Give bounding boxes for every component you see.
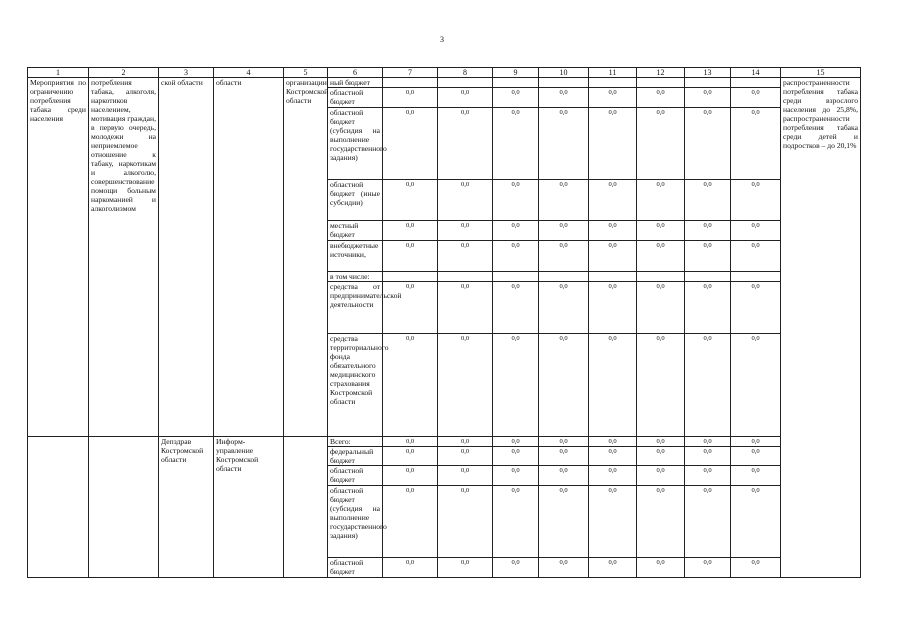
value-cell: 0,0 bbox=[438, 558, 493, 578]
value-cell bbox=[589, 78, 637, 88]
value-cell: 0,0 bbox=[539, 180, 589, 221]
funding-source-label: средства от предпринимательской деятельности bbox=[328, 282, 383, 334]
value-cell: 0,0 bbox=[383, 108, 438, 180]
column-header-2: 2 bbox=[89, 68, 159, 78]
value-cell: 0,0 bbox=[731, 180, 781, 221]
value-cell bbox=[731, 78, 781, 88]
value-cell: 0,0 bbox=[637, 180, 685, 221]
value-cell: 0,0 bbox=[685, 282, 731, 334]
value-cell: 0,0 bbox=[383, 282, 438, 334]
value-cell bbox=[493, 78, 539, 88]
column-header-6: 6 bbox=[328, 68, 383, 78]
value-cell: 0,0 bbox=[493, 558, 539, 578]
value-cell: 0,0 bbox=[383, 437, 438, 447]
value-cell: 0,0 bbox=[589, 282, 637, 334]
value-cell: 0,0 bbox=[685, 180, 731, 221]
column-header-13: 13 bbox=[685, 68, 731, 78]
value-cell: 0,0 bbox=[438, 466, 493, 486]
value-cell: 0,0 bbox=[589, 241, 637, 272]
funding-source-label: в том числе: bbox=[328, 272, 383, 282]
value-cell: 0,0 bbox=[685, 558, 731, 578]
value-cell bbox=[539, 78, 589, 88]
funding-source-label: ный бюджет bbox=[328, 78, 383, 88]
value-cell: 0,0 bbox=[383, 447, 438, 466]
value-cell: 0,0 bbox=[685, 108, 731, 180]
value-cell: 0,0 bbox=[383, 334, 438, 437]
value-cell: 0,0 bbox=[637, 447, 685, 466]
value-cell: 0,0 bbox=[383, 88, 438, 108]
funding-source-label: внебюджетные источники, bbox=[328, 241, 383, 272]
value-cell: 0,0 bbox=[539, 241, 589, 272]
value-cell: 0,0 bbox=[493, 466, 539, 486]
column-header-11: 11 bbox=[589, 68, 637, 78]
value-cell: 0,0 bbox=[637, 437, 685, 447]
measure-name bbox=[28, 437, 89, 578]
value-cell: 0,0 bbox=[493, 334, 539, 437]
value-cell: 0,0 bbox=[493, 486, 539, 558]
value-cell: 0,0 bbox=[539, 334, 589, 437]
value-cell: 0,0 bbox=[731, 221, 781, 241]
value-cell bbox=[637, 78, 685, 88]
value-cell: 0,0 bbox=[383, 241, 438, 272]
value-cell: 0,0 bbox=[731, 108, 781, 180]
value-cell: 0,0 bbox=[731, 447, 781, 466]
value-cell: 0,0 bbox=[438, 447, 493, 466]
value-cell: 0,0 bbox=[589, 108, 637, 180]
value-cell: 0,0 bbox=[685, 334, 731, 437]
value-cell bbox=[539, 272, 589, 282]
value-cell: 0,0 bbox=[685, 486, 731, 558]
column-header-9: 9 bbox=[493, 68, 539, 78]
value-cell: 0,0 bbox=[539, 221, 589, 241]
value-cell: 0,0 bbox=[383, 180, 438, 221]
value-cell: 0,0 bbox=[731, 241, 781, 272]
value-cell: 0,0 bbox=[731, 486, 781, 558]
expected-result: распространенности потребления табака среди взрослого населения до 25,8%, распространенности потребления табака среди детей и подростков – до 20,1% bbox=[781, 78, 861, 578]
value-cell bbox=[589, 272, 637, 282]
funding-source-label: областной бюджет (иные субсидии) bbox=[328, 180, 383, 221]
value-cell bbox=[637, 272, 685, 282]
value-cell: 0,0 bbox=[685, 241, 731, 272]
value-cell bbox=[731, 272, 781, 282]
column-header-7: 7 bbox=[383, 68, 438, 78]
value-cell: 0,0 bbox=[685, 88, 731, 108]
value-cell: 0,0 bbox=[637, 558, 685, 578]
page-number: 3 bbox=[440, 35, 444, 44]
column-header-5: 5 bbox=[284, 68, 328, 78]
funding-source-label: Всего: bbox=[328, 437, 383, 447]
value-cell: 0,0 bbox=[685, 447, 731, 466]
value-cell: 0,0 bbox=[438, 180, 493, 221]
value-cell bbox=[383, 272, 438, 282]
value-cell bbox=[383, 78, 438, 88]
value-cell: 0,0 bbox=[589, 334, 637, 437]
value-cell bbox=[685, 272, 731, 282]
column-header-15: 15 bbox=[781, 68, 861, 78]
value-cell: 0,0 bbox=[637, 486, 685, 558]
value-cell: 0,0 bbox=[637, 466, 685, 486]
participant-cell bbox=[284, 437, 328, 578]
column-header-1: 1 bbox=[28, 68, 89, 78]
funding-source-label: областной бюджет (субсидия на выполнение государственного задания) bbox=[328, 486, 383, 558]
value-cell: 0,0 bbox=[637, 221, 685, 241]
column-header-14: 14 bbox=[731, 68, 781, 78]
value-cell: 0,0 bbox=[731, 282, 781, 334]
value-cell: 0,0 bbox=[731, 88, 781, 108]
value-cell bbox=[438, 78, 493, 88]
value-cell: 0,0 bbox=[493, 241, 539, 272]
value-cell: 0,0 bbox=[539, 437, 589, 447]
value-cell: 0,0 bbox=[539, 282, 589, 334]
value-cell: 0,0 bbox=[438, 334, 493, 437]
funding-source-label: областной бюджет bbox=[328, 88, 383, 108]
value-cell: 0,0 bbox=[637, 108, 685, 180]
funding-source-label: средства территориального фонда обязательного медицинского страхования Костромской области bbox=[328, 334, 383, 437]
value-cell: 0,0 bbox=[493, 180, 539, 221]
value-cell: 0,0 bbox=[637, 334, 685, 437]
funding-source-label: областной бюджет bbox=[328, 558, 383, 578]
value-cell: 0,0 bbox=[493, 282, 539, 334]
value-cell: 0,0 bbox=[383, 221, 438, 241]
value-cell: 0,0 bbox=[493, 221, 539, 241]
value-cell: 0,0 bbox=[589, 486, 637, 558]
value-cell: 0,0 bbox=[438, 221, 493, 241]
value-cell: 0,0 bbox=[383, 466, 438, 486]
funding-source-label: федеральный бюджет bbox=[328, 447, 383, 466]
column-header-4: 4 bbox=[214, 68, 284, 78]
value-cell: 0,0 bbox=[539, 447, 589, 466]
column-header-12: 12 bbox=[637, 68, 685, 78]
value-cell bbox=[438, 272, 493, 282]
value-cell: 0,0 bbox=[539, 486, 589, 558]
value-cell: 0,0 bbox=[438, 486, 493, 558]
value-cell bbox=[493, 272, 539, 282]
value-cell: 0,0 bbox=[539, 558, 589, 578]
value-cell: 0,0 bbox=[589, 466, 637, 486]
funding-source-label: областной бюджет (субсидия на выполнение государственного задания) bbox=[328, 108, 383, 180]
value-cell: 0,0 bbox=[589, 437, 637, 447]
co-executor-cell: Информ-управление Костромской области bbox=[214, 437, 284, 578]
column-header-10: 10 bbox=[539, 68, 589, 78]
column-header-3: 3 bbox=[159, 68, 214, 78]
value-cell bbox=[685, 78, 731, 88]
value-cell: 0,0 bbox=[493, 447, 539, 466]
value-cell: 0,0 bbox=[685, 437, 731, 447]
value-cell: 0,0 bbox=[539, 466, 589, 486]
header-row bbox=[28, 68, 861, 78]
value-cell: 0,0 bbox=[438, 437, 493, 447]
value-cell: 0,0 bbox=[637, 282, 685, 334]
value-cell: 0,0 bbox=[685, 466, 731, 486]
value-cell: 0,0 bbox=[589, 558, 637, 578]
funding-source-label: областной бюджет bbox=[328, 466, 383, 486]
participant-cell: организации Костромской области bbox=[284, 78, 328, 437]
value-cell: 0,0 bbox=[438, 241, 493, 272]
value-cell: 0,0 bbox=[589, 447, 637, 466]
value-cell: 0,0 bbox=[731, 466, 781, 486]
table-row bbox=[28, 437, 861, 447]
value-cell: 0,0 bbox=[637, 88, 685, 108]
value-cell: 0,0 bbox=[731, 558, 781, 578]
value-cell: 0,0 bbox=[438, 108, 493, 180]
value-cell: 0,0 bbox=[589, 221, 637, 241]
value-cell: 0,0 bbox=[637, 241, 685, 272]
co-executor-cell: области bbox=[214, 78, 284, 437]
value-cell: 0,0 bbox=[731, 437, 781, 447]
column-header-8: 8 bbox=[438, 68, 493, 78]
value-cell: 0,0 bbox=[539, 108, 589, 180]
value-cell: 0,0 bbox=[589, 88, 637, 108]
value-cell: 0,0 bbox=[493, 88, 539, 108]
measure-name: Мероприятия по ограничению потребления табака среди населения bbox=[28, 78, 89, 437]
value-cell: 0,0 bbox=[438, 282, 493, 334]
value-cell: 0,0 bbox=[383, 486, 438, 558]
value-cell: 0,0 bbox=[383, 558, 438, 578]
measure-description: потребления табака, алкоголя, наркотиков населением, мотивация граждан, в первую очередь, молодежи на неприемлемое отношение к табаку, наркотикам и алкоголю, совершенствование помощи больным наркоманией и алкоголизмом bbox=[89, 78, 159, 437]
budget-table bbox=[27, 67, 861, 578]
executor-cell: ской области bbox=[159, 78, 214, 437]
executor-cell: Депздрав Костромской области bbox=[159, 437, 214, 578]
value-cell: 0,0 bbox=[493, 108, 539, 180]
funding-source-label: местный бюджет bbox=[328, 221, 383, 241]
value-cell: 0,0 bbox=[438, 88, 493, 108]
measure-description bbox=[89, 437, 159, 578]
value-cell: 0,0 bbox=[539, 88, 589, 108]
value-cell: 0,0 bbox=[493, 437, 539, 447]
table-row bbox=[28, 78, 861, 88]
value-cell: 0,0 bbox=[731, 334, 781, 437]
value-cell: 0,0 bbox=[685, 221, 731, 241]
value-cell: 0,0 bbox=[589, 180, 637, 221]
